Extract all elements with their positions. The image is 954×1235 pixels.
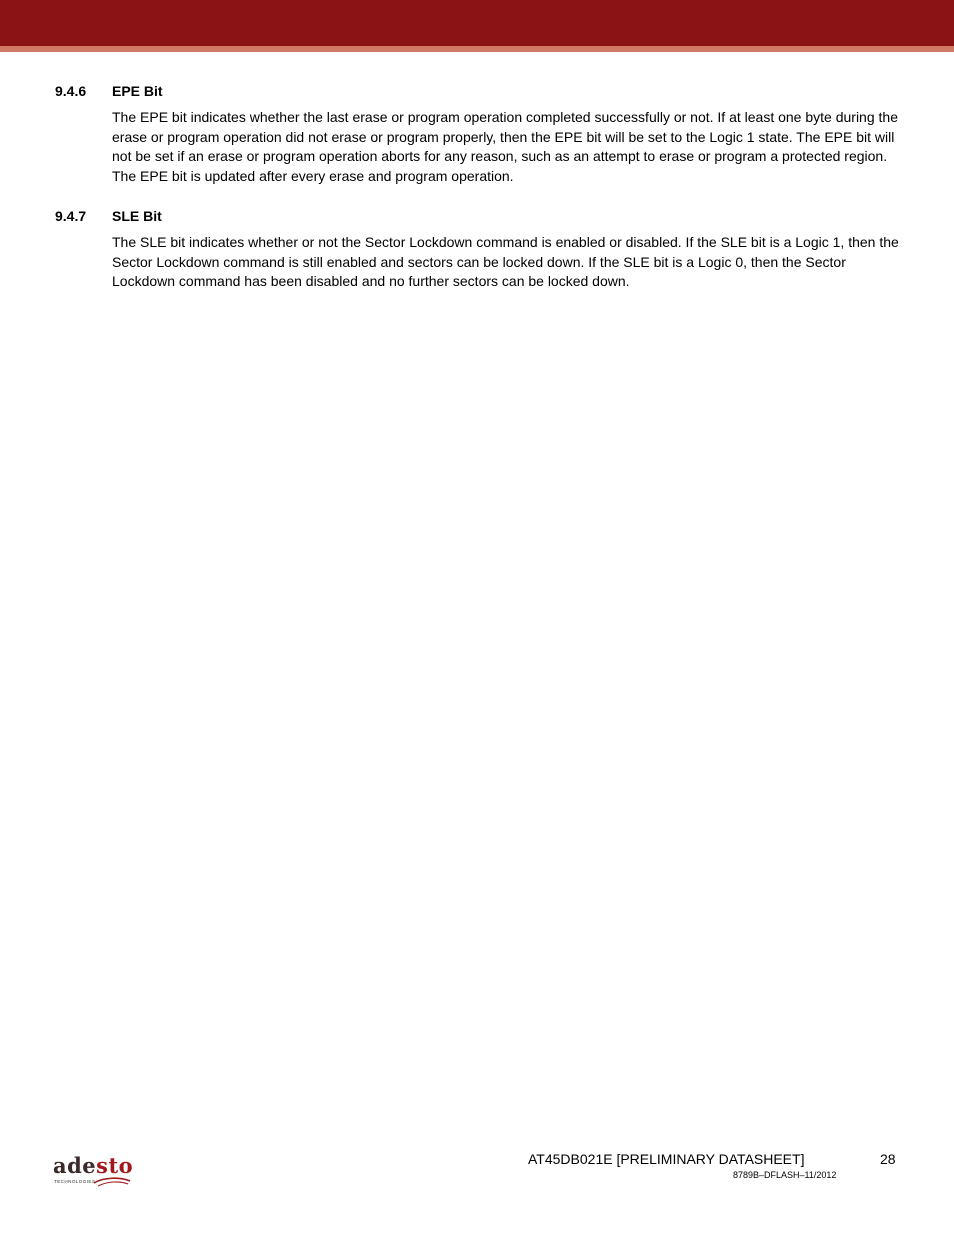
- adesto-logo: [52, 1153, 136, 1189]
- header-stripe: [0, 46, 954, 52]
- logo-swoosh-icon: [92, 1176, 132, 1188]
- section-body: The SLE bit indicates whether or not the Sector Lockdown command is enabled or disabled. If the SLE bit is a Logic 1, then the Sector Lockdown command is still enabled and sectors can be locked down. If the SLE bit is a Logic 0, then the Sector Lockdown command has been disabled and no further sectors can be locked down.: [112, 234, 899, 290]
- section-number: 9.4.6: [55, 83, 87, 99]
- footer-page-number: 28: [880, 1151, 896, 1167]
- section-title: EPE Bit: [112, 83, 163, 99]
- section-title: SLE Bit: [112, 208, 162, 224]
- logo-subtext: TECHNOLOGIES: [54, 1179, 96, 1184]
- section-number: 9.4.7: [55, 208, 87, 224]
- logo-wordmark: adesto: [53, 1153, 134, 1178]
- section-heading: [55, 207, 162, 225]
- footer-document-code: 8789B–DFLASH–11/2012: [733, 1170, 837, 1180]
- section-body: The EPE bit indicates whether the last erase or program operation completed successfully or not. If at least one byte during the erase or program operation did not erase or program properly, then the EPE bit will be set to the Logic 1 state. The EPE bit will not be set if an erase or program operation aborts for any reason, such as an attempt to erase or program a protected region. The EPE bit is updated after every erase and program operation.: [112, 109, 898, 185]
- section-heading: [55, 82, 163, 100]
- header-bar: [0, 0, 954, 46]
- footer-document-title: AT45DB021E [PRELIMINARY DATASHEET]: [528, 1151, 805, 1167]
